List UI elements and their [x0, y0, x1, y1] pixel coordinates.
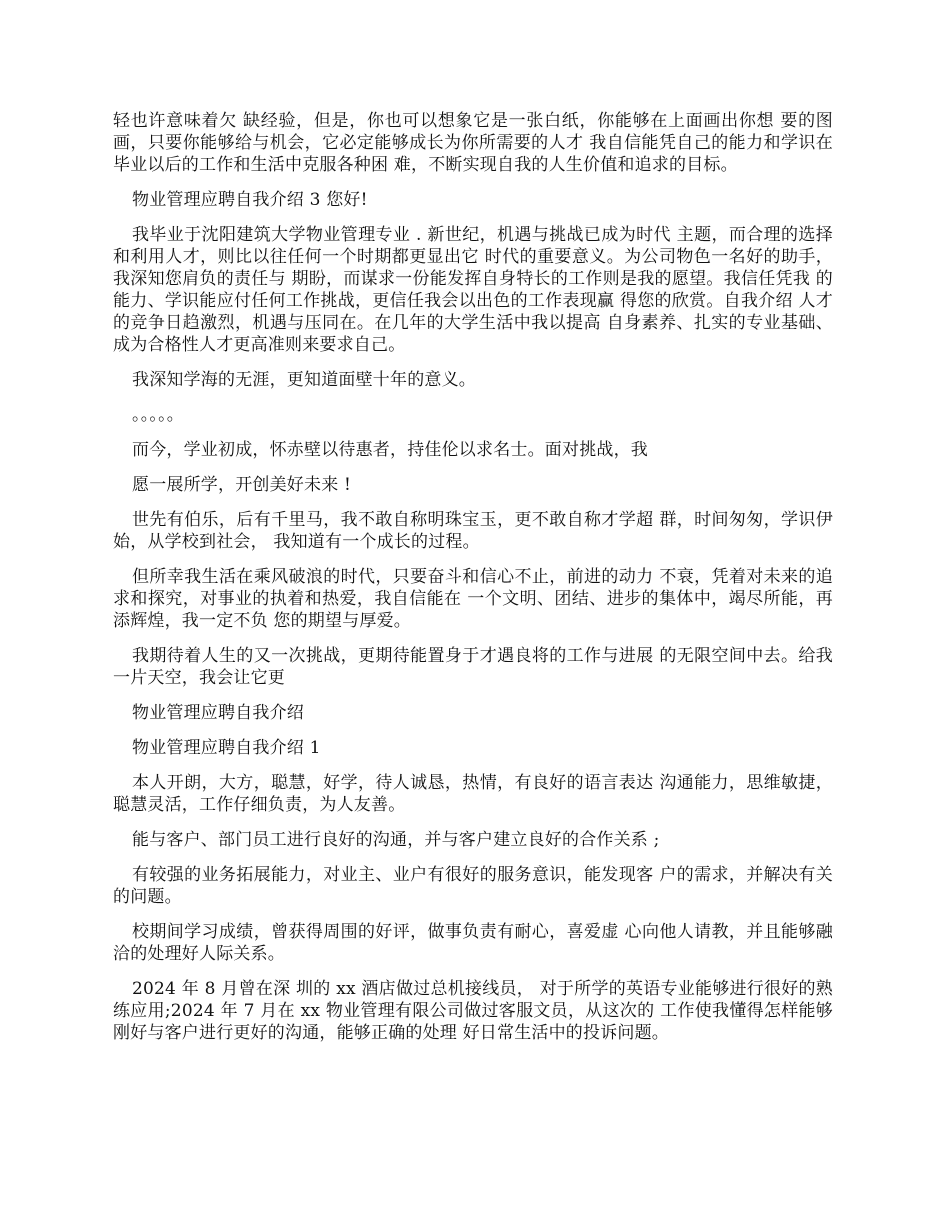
paragraph-school: 校期间学习成绩，曾获得周围的好评，做事负责有耐心，喜爱虚 心向他人请教，并且能够融洽的处理好人际关系。: [113, 922, 833, 964]
section-heading-intro-3: 物业管理应聘自我介绍 3 您好!: [132, 190, 368, 210]
document-body: [113, 110, 833, 1057]
section-heading-intro-1: 物业管理应聘自我介绍 1: [132, 738, 321, 758]
paragraph-future: 愿一展所学，开创美好未来 !: [132, 475, 352, 495]
paragraph-expectation: 我期待着人生的又一次挑战，更期待能置身于才遇良将的工作与进展 的无限空间中去。给我一片天空，我会让它更: [113, 646, 833, 688]
paragraph-challenge: 而今，学业初成，怀赤壁以待惠者，持佳伦以求名士。面对挑战，我: [132, 440, 648, 460]
paragraph-era: 但所幸我生活在乘风破浪的时代，只要奋斗和信心不止，前进的动力 不衰，凭着对未来的追求和探究，对事业的执着和热爱，我自信能在 一个文明、团结、进步的集体中，竭尽所能，再添辉煌，我一定不负 您的期望与厚爱。: [113, 567, 833, 631]
paragraph-communication: 能与客户、部门员工进行良好的沟通，并与客户建立良好的合作关系 ;: [132, 830, 660, 850]
paragraph-learning: 我深知学海的无涯，更知道面壁十年的意义。: [132, 370, 476, 390]
paragraph-intro-continuation: 轻也许意味着欠 缺经验，但是，你也可以想象它是一张白纸，你能够在上面画出你想 要的图画，只要你能够给与机会，它必定能够成长为你所需要的人才 我自信能凭自己的能力和学识在毕业以后的工作和生活中克服各种困 难，不断实现自我的人生价值和追求的目标。: [113, 111, 833, 175]
paragraph-graduation: 我毕业于沈阳建筑大学物业管理专业 . 新世纪，机遇与挑战已成为时代 主题，而合理的选择和利用人才，则比以往任何一个时期都更显出它 时代的重要意义。为公司物色一名好的助手，我深知您肩负的责任与 期盼，而谋求一份能发挥自身特长的工作则是我的愿望。我信任凭我 的能力、学识能应付任何工作挑战，更信任我会以出色的工作表现赢 得您的欣赏。自我介绍 人才的竞争日趋激烈，机遇与压同在。在几年的大学生活中我以提高 自身素养、扎实的专业基础、成为合格性人才更高准则来要求自己。: [113, 225, 833, 355]
paragraph-business: 有较强的业务拓展能力，对业主、业户有很好的服务意识，能发现客 户的需求，并解决有关的问题。: [113, 865, 833, 907]
paragraph-ellipsis: 。。。。。: [132, 405, 184, 425]
paragraph-personality: 本人开朗，大方，聪慧，好学，待人诚恳，热情，有良好的语言表达 沟通能力，思维敏捷，聪慧灵活，工作仔细负责，为人友善。: [113, 773, 833, 815]
paragraph-bole: 世先有伯乐，后有千里马，我不敢自称明珠宝玉，更不敢自称才学超 群，时间匆匆，学识伊始，从学校到社会， 我知道有一个成长的过程。: [113, 510, 833, 552]
section-heading-intro: 物业管理应聘自我介绍: [132, 703, 304, 723]
paragraph-experience: 2024 年 8 月曾在深 圳的 xx 酒店做过总机接线员， 对于所学的英语专业能够进行很好的熟 练应用;2024 年 7 月在 xx 物业管理有限公司做过客服文员，从这次的 工作使我懂得怎样能够刚好与客户进行更好的沟通，能够正确的处理 好日常生活中的投诉问题。: [113, 979, 833, 1043]
